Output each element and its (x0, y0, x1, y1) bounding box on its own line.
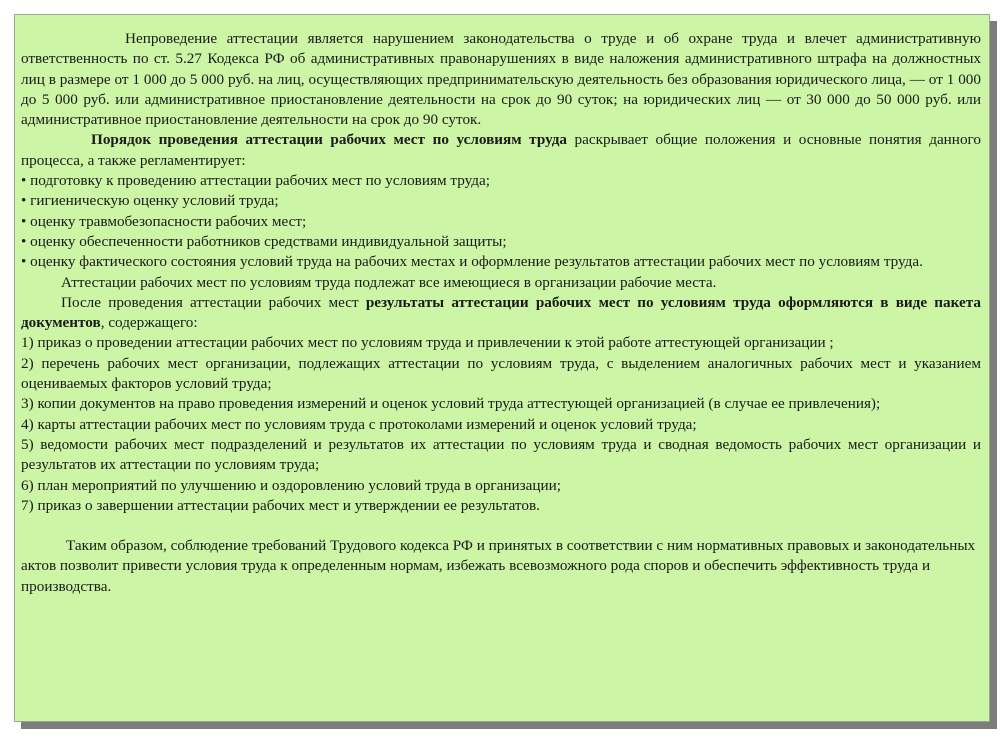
list-item: 1) приказ о проведении аттестации рабочих мест по условиям труда и привлечении к этой работе аттестующей организации ; (21, 334, 834, 352)
paragraph-results (21, 293, 981, 334)
spacer (21, 516, 981, 536)
results-emphasis: результаты аттестации рабочих мест по условиям труда оформляются в виде пакета документов (21, 293, 981, 332)
list-item: 4) карты аттестации рабочих мест по условиям труда с протоколами измерений и оценок условий труда; (21, 415, 697, 433)
results-tail: , содержащего: (100, 314, 198, 332)
paragraph-conclusion: Таким образом, соблюдение требований Трудового кодекса РФ и принятых в соответствии с ним нормативных правовых и законодательных актов позволит привести условия труда к определенным нормам, избежать всевозможного рода споров и обеспечить эффективность труда и производства. (21, 537, 976, 595)
results-intro: После проведения аттестации рабочих мест (61, 293, 366, 311)
list-item: 2) перечень рабочих мест организации, подлежащих аттестации по условиям труда, с выделением аналогичных рабочих мест и указанием оцениваемых факторов условий труда; (21, 354, 981, 393)
document-body (21, 29, 981, 597)
bullet-item: • оценку обеспеченности работников средствами индивидуальной защиты; (21, 232, 507, 250)
list-item: 7) приказ о завершении аттестации рабочих мест и утверждении ее результатов. (21, 496, 540, 514)
paragraph-scope: Аттестации рабочих мест по условиям труда подлежат все имеющиеся в организации рабочие места. (61, 273, 717, 291)
bullet-item: • оценку фактического состояния условий труда на рабочих местах и оформление результатов аттестации рабочих мест по условиям труда. (21, 253, 923, 271)
bullet-item: • подготовку к проведению аттестации рабочих мест по условиям труда; (21, 172, 490, 190)
procedure-title: Порядок проведения аттестации рабочих мест по условиям труда (91, 131, 567, 149)
list-item: 6) план мероприятий по улучшению и оздоровлению условий труда в организации; (21, 476, 561, 494)
bullet-item: • оценку травмобезопасности рабочих мест; (21, 212, 307, 230)
list-item: 5) ведомости рабочих мест подразделений и результатов их аттестации по условиям труда и сводная ведомость рабочих мест организации и результатов их аттестации по условиям труда; (21, 435, 981, 474)
paragraph-liability: Непроведение аттестации является нарушением законодательства о труде и об охране труда и влечет административную ответственность по ст. 5.27 Кодекса РФ об административных правонарушениях в виде наложения административного штрафа на должностных лиц в размере от 1 000 до 5 000 руб. на лиц, осуществляющих предпринимательскую деятельность без образования юридического лица, — от 1 000 до 5 000 руб. или административное приостановление деятельности на срок до 90 суток; на юридических лиц — от 30 000 до 50 000 руб. или административное приостановление деятельности на срок до 90 суток. (21, 30, 981, 129)
paragraph-procedure (21, 130, 981, 171)
procedure-text: раскрывает общие положения и основные понятия данного процесса, а также регламентирует: (21, 131, 981, 169)
list-item: 3) копии документов на право проведения измерений и оценок условий труда аттестующей организацией (в случае ее привлечения); (21, 395, 881, 413)
document-frame (14, 14, 990, 722)
bullet-item: • гигиеническую оценку условий труда; (21, 192, 279, 210)
